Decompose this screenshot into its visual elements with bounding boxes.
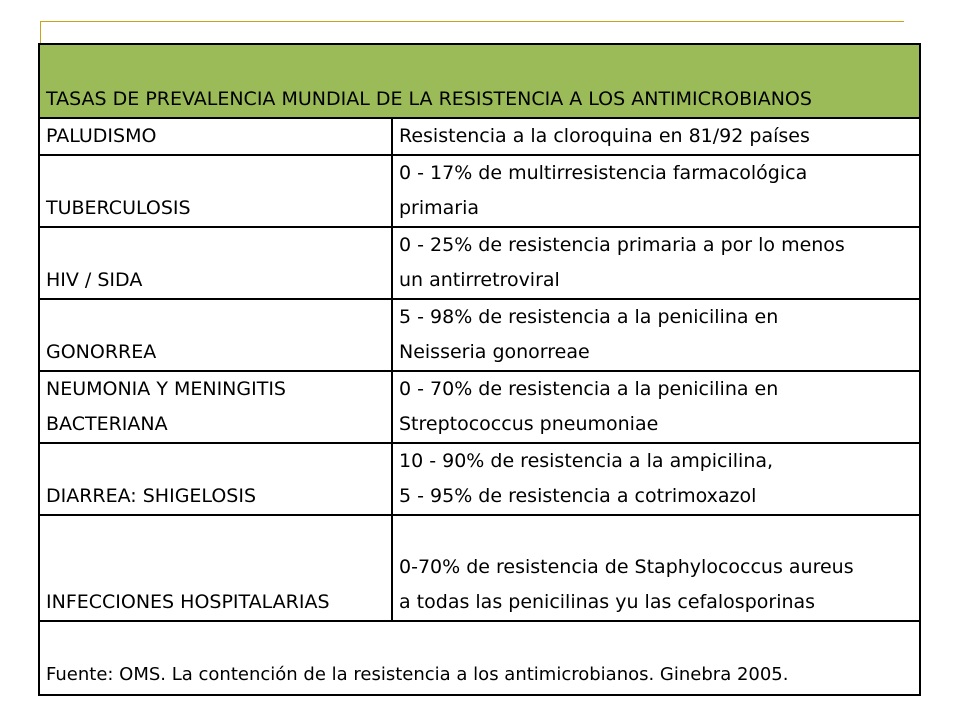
detail-text: 0 - 25% de resistencia primaria a por lo menos [399,234,845,256]
table-title: TASAS DE PREVALENCIA MUNDIAL DE LA RESISTENCIA A LOS ANTIMICROBIANOS [39,44,920,118]
detail-text: 0 - 70% de resistencia a la penicilina en [399,378,779,400]
table-header-row [39,44,920,118]
source-citation: Fuente: OMS. La contención de la resistencia a los antimicrobianos. Ginebra 2005. [39,621,920,695]
table-row [39,227,920,299]
disease-label: BACTERIANA [46,413,168,435]
disease-label: INFECCIONES HOSPITALARIAS [46,591,330,613]
disease-cell [39,299,392,371]
disease-cell [39,118,392,155]
detail-cell [392,371,920,443]
detail-cell [392,299,920,371]
disease-label: TUBERCULOSIS [46,197,191,219]
disease-cell [39,371,392,443]
frame-left-line [40,21,41,43]
disease-cell [39,227,392,299]
detail-cell [392,443,920,515]
detail-text: Neisseria gonorreae [399,341,590,363]
detail-text: un antirretroviral [399,269,560,291]
detail-cell [392,227,920,299]
detail-text: 10 - 90% de resistencia a la ampicilina, [399,450,774,472]
resistance-prevalence-table [38,43,921,696]
detail-cell [392,155,920,227]
detail-text: Streptococcus pneumoniae [399,413,659,435]
detail-cell [392,118,920,155]
source-row [39,621,920,695]
table-row [39,299,920,371]
table-row [39,371,920,443]
disease-label: PALUDISMO [46,125,157,147]
frame-top-line [40,21,904,22]
table-row [39,118,920,155]
detail-text: 5 - 95% de resistencia a cotrimoxazol [399,485,757,507]
detail-text: 0-70% de resistencia de Staphylococcus aureus [399,556,854,578]
disease-label: DIARREA: SHIGELOSIS [46,485,257,507]
disease-label: GONORREA [46,341,157,363]
detail-text: 5 - 98% de resistencia a la penicilina en [399,306,779,328]
table-row [39,155,920,227]
disease-cell [39,155,392,227]
table-row [39,515,920,621]
disease-label: HIV / SIDA [46,269,143,291]
detail-text: Resistencia a la cloroquina en 81/92 países [399,125,810,147]
table-row [39,443,920,515]
disease-label: NEUMONIA Y MENINGITIS [46,378,286,400]
detail-text: a todas las penicilinas yu las cefalosporinas [399,591,816,613]
detail-text: primaria [399,197,480,219]
detail-text: 0 - 17% de multirresistencia farmacológica [399,162,808,184]
disease-cell [39,515,392,621]
disease-cell [39,443,392,515]
detail-cell [392,515,920,621]
